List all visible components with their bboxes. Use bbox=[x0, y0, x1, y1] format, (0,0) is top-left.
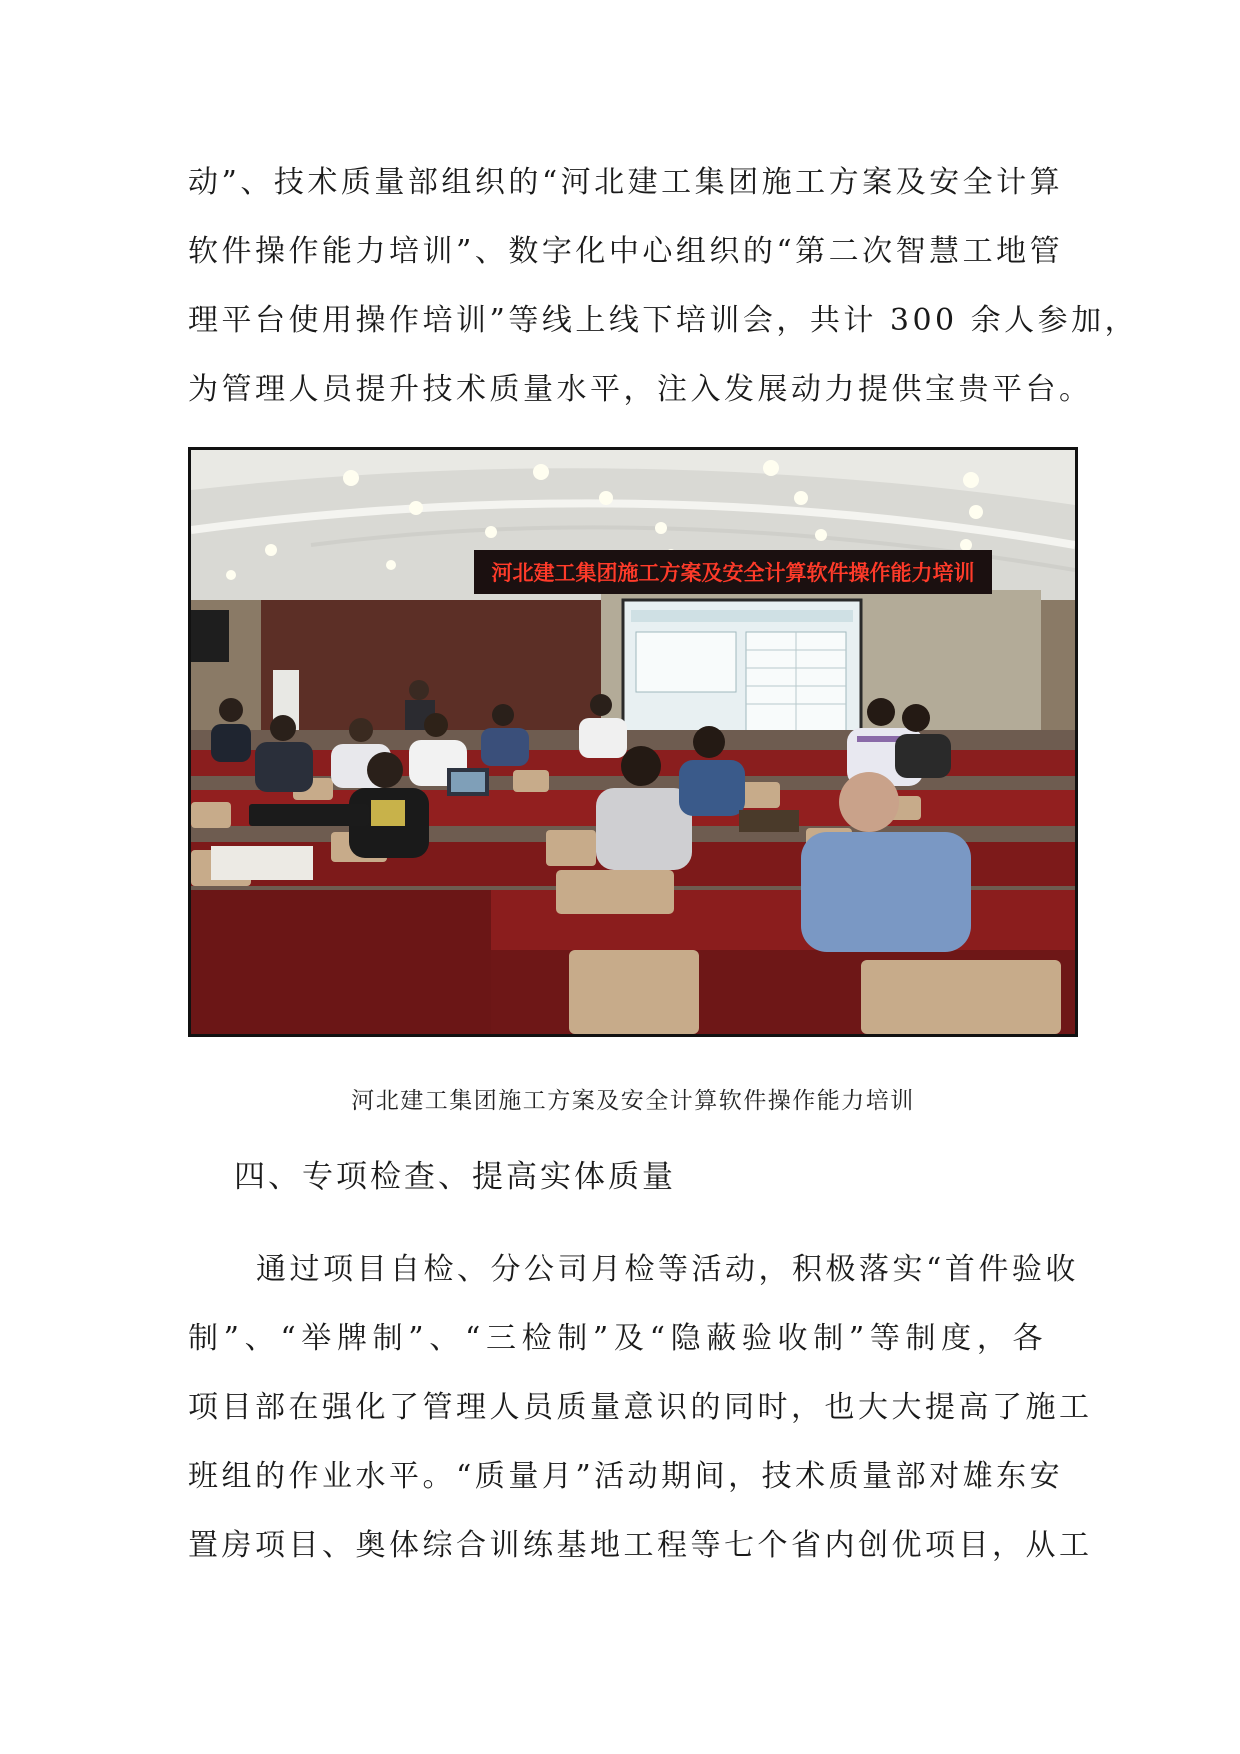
paragraph-quality-inspection bbox=[188, 1235, 1093, 1580]
text-line: 理平台使用操作培训”等线上线下培训会，共计 300 余人参加， bbox=[188, 303, 1139, 338]
text-line: 班组的作业水平。“质量月”活动期间，技术质量部对雄东安 bbox=[188, 1459, 1064, 1494]
text-line: 通过项目自检、分公司月检等活动，积极落实“首件验收 bbox=[256, 1252, 1079, 1287]
text-line: 软件操作能力培训”、数字化中心组织的“第二次智慧工地管 bbox=[188, 234, 1064, 269]
training-session-photo bbox=[188, 447, 1078, 1037]
photo-caption: 河北建工集团施工方案及安全计算软件操作能力培训 bbox=[351, 1088, 915, 1114]
text-line: 项目部在强化了管理人员质量意识的同时，也大大提高了施工 bbox=[188, 1390, 1093, 1425]
text-line: 置房项目、奥体综合训练基地工程等七个省内创优项目，从工 bbox=[188, 1528, 1093, 1563]
section-heading: 四、专项检查、提高实体质量 bbox=[234, 1159, 676, 1195]
led-banner-text: 河北建工集团施工方案及安全计算软件操作能力培训 bbox=[491, 561, 975, 585]
text-line: 制”、“举牌制”、“三检制”及“隐蔽验收制”等制度，各 bbox=[188, 1321, 1046, 1356]
paragraph-training-summary bbox=[188, 148, 1139, 424]
text-line: 为管理人员提升技术质量水平，注入发展动力提供宝贵平台。 bbox=[188, 372, 1093, 407]
text-line: 动”、技术质量部组织的“河北建工集团施工方案及安全计算 bbox=[188, 165, 1064, 200]
